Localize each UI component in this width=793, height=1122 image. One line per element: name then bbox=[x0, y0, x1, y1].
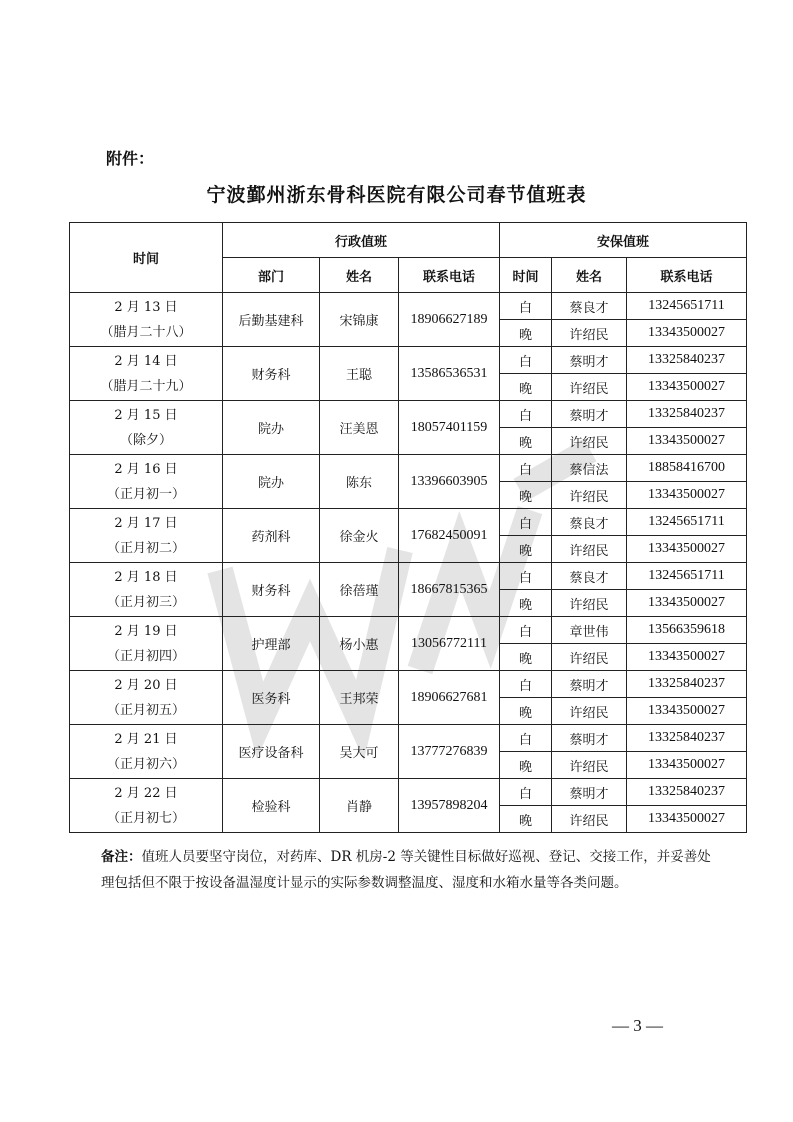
dept-cell: 护理部 bbox=[223, 617, 320, 671]
name-cell: 王聪 bbox=[320, 347, 399, 401]
header-security-duty: 安保值班 bbox=[500, 223, 747, 258]
shift-cell: 白 bbox=[500, 779, 552, 806]
date-cell: 2 月 20 日 （正月初五） bbox=[70, 671, 223, 725]
shift-cell: 晚 bbox=[500, 320, 552, 347]
guard-name-cell: 许绍民 bbox=[552, 428, 627, 455]
table-row bbox=[70, 671, 747, 698]
guard-phone-cell: 13343500027 bbox=[627, 806, 747, 833]
name-cell: 徐蓓瑾 bbox=[320, 563, 399, 617]
guard-phone-cell: 13343500027 bbox=[627, 698, 747, 725]
shift-cell: 白 bbox=[500, 455, 552, 482]
guard-name-cell: 蔡良才 bbox=[552, 563, 627, 590]
table-row bbox=[70, 779, 747, 806]
shift-cell: 晚 bbox=[500, 752, 552, 779]
guard-name-cell: 蔡明才 bbox=[552, 401, 627, 428]
page-number: — 3 — bbox=[612, 1016, 663, 1035]
guard-name-cell: 蔡信法 bbox=[552, 455, 627, 482]
header-admin-duty: 行政值班 bbox=[223, 223, 500, 258]
table-row bbox=[70, 563, 747, 590]
guard-phone-cell: 13245651711 bbox=[627, 509, 747, 536]
dept-cell: 院办 bbox=[223, 455, 320, 509]
name-cell: 王邦荣 bbox=[320, 671, 399, 725]
shift-cell: 晚 bbox=[500, 536, 552, 563]
shift-cell: 白 bbox=[500, 401, 552, 428]
dept-cell: 医疗设备科 bbox=[223, 725, 320, 779]
shift-cell: 白 bbox=[500, 671, 552, 698]
name-cell: 杨小惠 bbox=[320, 617, 399, 671]
date-cell: 2 月 19 日 （正月初四） bbox=[70, 617, 223, 671]
shift-cell: 晚 bbox=[500, 806, 552, 833]
guard-phone-cell: 13343500027 bbox=[627, 752, 747, 779]
phone-cell: 18906627681 bbox=[399, 671, 500, 725]
guard-name-cell: 蔡明才 bbox=[552, 671, 627, 698]
guard-name-cell: 许绍民 bbox=[552, 590, 627, 617]
date-cell: 2 月 22 日 （正月初七） bbox=[70, 779, 223, 833]
phone-cell: 18906627189 bbox=[399, 293, 500, 347]
shift-cell: 白 bbox=[500, 293, 552, 320]
phone-cell: 13396603905 bbox=[399, 455, 500, 509]
remarks-label: 备注： bbox=[101, 849, 142, 865]
shift-cell: 晚 bbox=[500, 644, 552, 671]
dept-cell: 药剂科 bbox=[223, 509, 320, 563]
date-cell: 2 月 13 日 （腊月二十八） bbox=[70, 293, 223, 347]
header-security-name: 姓名 bbox=[552, 258, 627, 293]
shift-cell: 晚 bbox=[500, 428, 552, 455]
guard-phone-cell: 13325840237 bbox=[627, 725, 747, 752]
guard-phone-cell: 13343500027 bbox=[627, 590, 747, 617]
table-row bbox=[70, 455, 747, 482]
guard-phone-cell: 13325840237 bbox=[627, 671, 747, 698]
guard-phone-cell: 13343500027 bbox=[627, 482, 747, 509]
table-row bbox=[70, 509, 747, 536]
guard-phone-cell: 13325840237 bbox=[627, 347, 747, 374]
name-cell: 宋锦康 bbox=[320, 293, 399, 347]
phone-cell: 13777276839 bbox=[399, 725, 500, 779]
shift-cell: 白 bbox=[500, 563, 552, 590]
document-title: 宁波鄞州浙东骨科医院有限公司春节值班表 bbox=[206, 184, 587, 206]
date-cell: 2 月 14 日 （腊月二十九） bbox=[70, 347, 223, 401]
guard-name-cell: 许绍民 bbox=[552, 806, 627, 833]
attachment-label: 附件： bbox=[106, 149, 155, 168]
dept-cell: 医务科 bbox=[223, 671, 320, 725]
guard-name-cell: 蔡良才 bbox=[552, 509, 627, 536]
guard-name-cell: 许绍民 bbox=[552, 536, 627, 563]
guard-phone-cell: 13325840237 bbox=[627, 779, 747, 806]
guard-name-cell: 蔡明才 bbox=[552, 779, 627, 806]
guard-name-cell: 许绍民 bbox=[552, 320, 627, 347]
header-dept: 部门 bbox=[223, 258, 320, 293]
guard-name-cell: 许绍民 bbox=[552, 698, 627, 725]
guard-phone-cell: 18858416700 bbox=[627, 455, 747, 482]
header-security-phone: 联系电话 bbox=[627, 258, 747, 293]
name-cell: 徐金火 bbox=[320, 509, 399, 563]
table-row bbox=[70, 617, 747, 644]
table-row bbox=[70, 725, 747, 752]
shift-cell: 晚 bbox=[500, 482, 552, 509]
name-cell: 吴大可 bbox=[320, 725, 399, 779]
phone-cell: 13957898204 bbox=[399, 779, 500, 833]
guard-name-cell: 章世伟 bbox=[552, 617, 627, 644]
shift-cell: 白 bbox=[500, 725, 552, 752]
name-cell: 汪美恩 bbox=[320, 401, 399, 455]
guard-phone-cell: 13245651711 bbox=[627, 293, 747, 320]
shift-cell: 白 bbox=[500, 509, 552, 536]
guard-name-cell: 许绍民 bbox=[552, 752, 627, 779]
shift-cell: 晚 bbox=[500, 590, 552, 617]
date-cell: 2 月 15 日 （除夕） bbox=[70, 401, 223, 455]
dept-cell: 财务科 bbox=[223, 347, 320, 401]
shift-cell: 晚 bbox=[500, 698, 552, 725]
guard-name-cell: 蔡明才 bbox=[552, 725, 627, 752]
guard-name-cell: 许绍民 bbox=[552, 374, 627, 401]
shift-cell: 晚 bbox=[500, 374, 552, 401]
guard-phone-cell: 13343500027 bbox=[627, 320, 747, 347]
duty-roster-table bbox=[69, 222, 747, 833]
guard-name-cell: 蔡良才 bbox=[552, 293, 627, 320]
guard-phone-cell: 13325840237 bbox=[627, 401, 747, 428]
phone-cell: 18667815365 bbox=[399, 563, 500, 617]
header-phone: 联系电话 bbox=[399, 258, 500, 293]
date-cell: 2 月 18 日 （正月初三） bbox=[70, 563, 223, 617]
remarks-text: 值班人员要坚守岗位，对药库、DR 机房-2 等关键性目标做好巡视、登记、交接工作，并妥善处理包括但不限于按设备温湿度计显示的实际参数调整温度、湿度和水箱水量等各类问题。 bbox=[101, 849, 711, 891]
guard-phone-cell: 13566359618 bbox=[627, 617, 747, 644]
dept-cell: 财务科 bbox=[223, 563, 320, 617]
guard-phone-cell: 13343500027 bbox=[627, 644, 747, 671]
shift-cell: 白 bbox=[500, 347, 552, 374]
guard-name-cell: 许绍民 bbox=[552, 644, 627, 671]
date-cell: 2 月 16 日 （正月初一） bbox=[70, 455, 223, 509]
dept-cell: 院办 bbox=[223, 401, 320, 455]
guard-name-cell: 蔡明才 bbox=[552, 347, 627, 374]
dept-cell: 检验科 bbox=[223, 779, 320, 833]
guard-phone-cell: 13343500027 bbox=[627, 374, 747, 401]
dept-cell: 后勤基建科 bbox=[223, 293, 320, 347]
date-cell: 2 月 17 日 （正月初二） bbox=[70, 509, 223, 563]
guard-phone-cell: 13343500027 bbox=[627, 536, 747, 563]
name-cell: 肖静 bbox=[320, 779, 399, 833]
table-row bbox=[70, 293, 747, 320]
shift-cell: 白 bbox=[500, 617, 552, 644]
header-name: 姓名 bbox=[320, 258, 399, 293]
phone-cell: 18057401159 bbox=[399, 401, 500, 455]
guard-phone-cell: 13343500027 bbox=[627, 428, 747, 455]
header-time: 时间 bbox=[70, 223, 223, 293]
guard-phone-cell: 13245651711 bbox=[627, 563, 747, 590]
name-cell: 陈东 bbox=[320, 455, 399, 509]
header-security-time: 时间 bbox=[500, 258, 552, 293]
table-row bbox=[70, 401, 747, 428]
guard-name-cell: 许绍民 bbox=[552, 482, 627, 509]
phone-cell: 13586536531 bbox=[399, 347, 500, 401]
table-row bbox=[70, 347, 747, 374]
remarks-note bbox=[101, 844, 721, 896]
date-cell: 2 月 21 日 （正月初六） bbox=[70, 725, 223, 779]
phone-cell: 17682450091 bbox=[399, 509, 500, 563]
phone-cell: 13056772111 bbox=[399, 617, 500, 671]
